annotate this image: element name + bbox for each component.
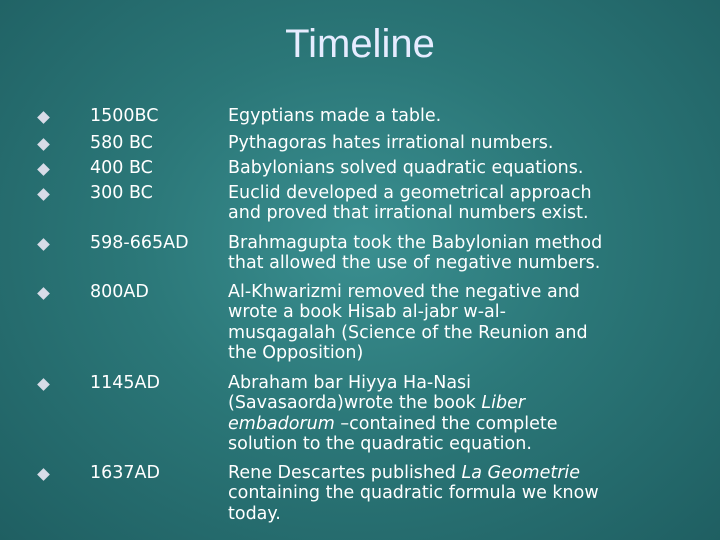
entry-date: 1500BC — [90, 106, 159, 126]
entry-description: Babylonians solved quadratic equations. — [228, 158, 584, 178]
entry-description: Abraham bar Hiyya Ha-Nasi (Savasaorda)wrote the book Liber embadorum –contained the complete solution to the quadratic equation. — [228, 373, 558, 454]
entry-description: Euclid developed a geometrical approach and proved that irrational numbers exist. — [228, 183, 592, 224]
diamond-bullet-icon — [37, 111, 50, 124]
entry-date: 1637AD — [90, 463, 160, 483]
diamond-bullet-icon — [37, 287, 50, 300]
entry-date: 580 BC — [90, 133, 153, 153]
diamond-bullet-icon — [37, 188, 50, 201]
entry-date: 1145AD — [90, 373, 160, 393]
slide-title: Timeline — [285, 22, 435, 66]
entry-date: 300 BC — [90, 183, 153, 203]
entry-description: Rene Descartes published La Geometrie containing the quadratic formula we know today. — [228, 463, 599, 524]
entry-description: Al-Khwarizmi removed the negative and wrote a book Hisab al-jabr w-al- musqagalah (Science of the Reunion and the Opposition) — [228, 282, 588, 363]
entry-date: 598-665AD — [90, 233, 189, 253]
diamond-bullet-icon — [37, 468, 50, 481]
entry-date: 400 BC — [90, 158, 153, 178]
entry-description: Brahmagupta took the Babylonian method that allowed the use of negative numbers. — [228, 233, 603, 274]
entry-description: Egyptians made a table. — [228, 106, 442, 126]
diamond-bullet-icon — [37, 238, 50, 251]
entry-date: 800AD — [90, 282, 149, 302]
diamond-bullet-icon — [37, 378, 50, 391]
entry-description: Pythagoras hates irrational numbers. — [228, 133, 554, 153]
diamond-bullet-icon — [37, 163, 50, 176]
diamond-bullet-icon — [37, 138, 50, 151]
